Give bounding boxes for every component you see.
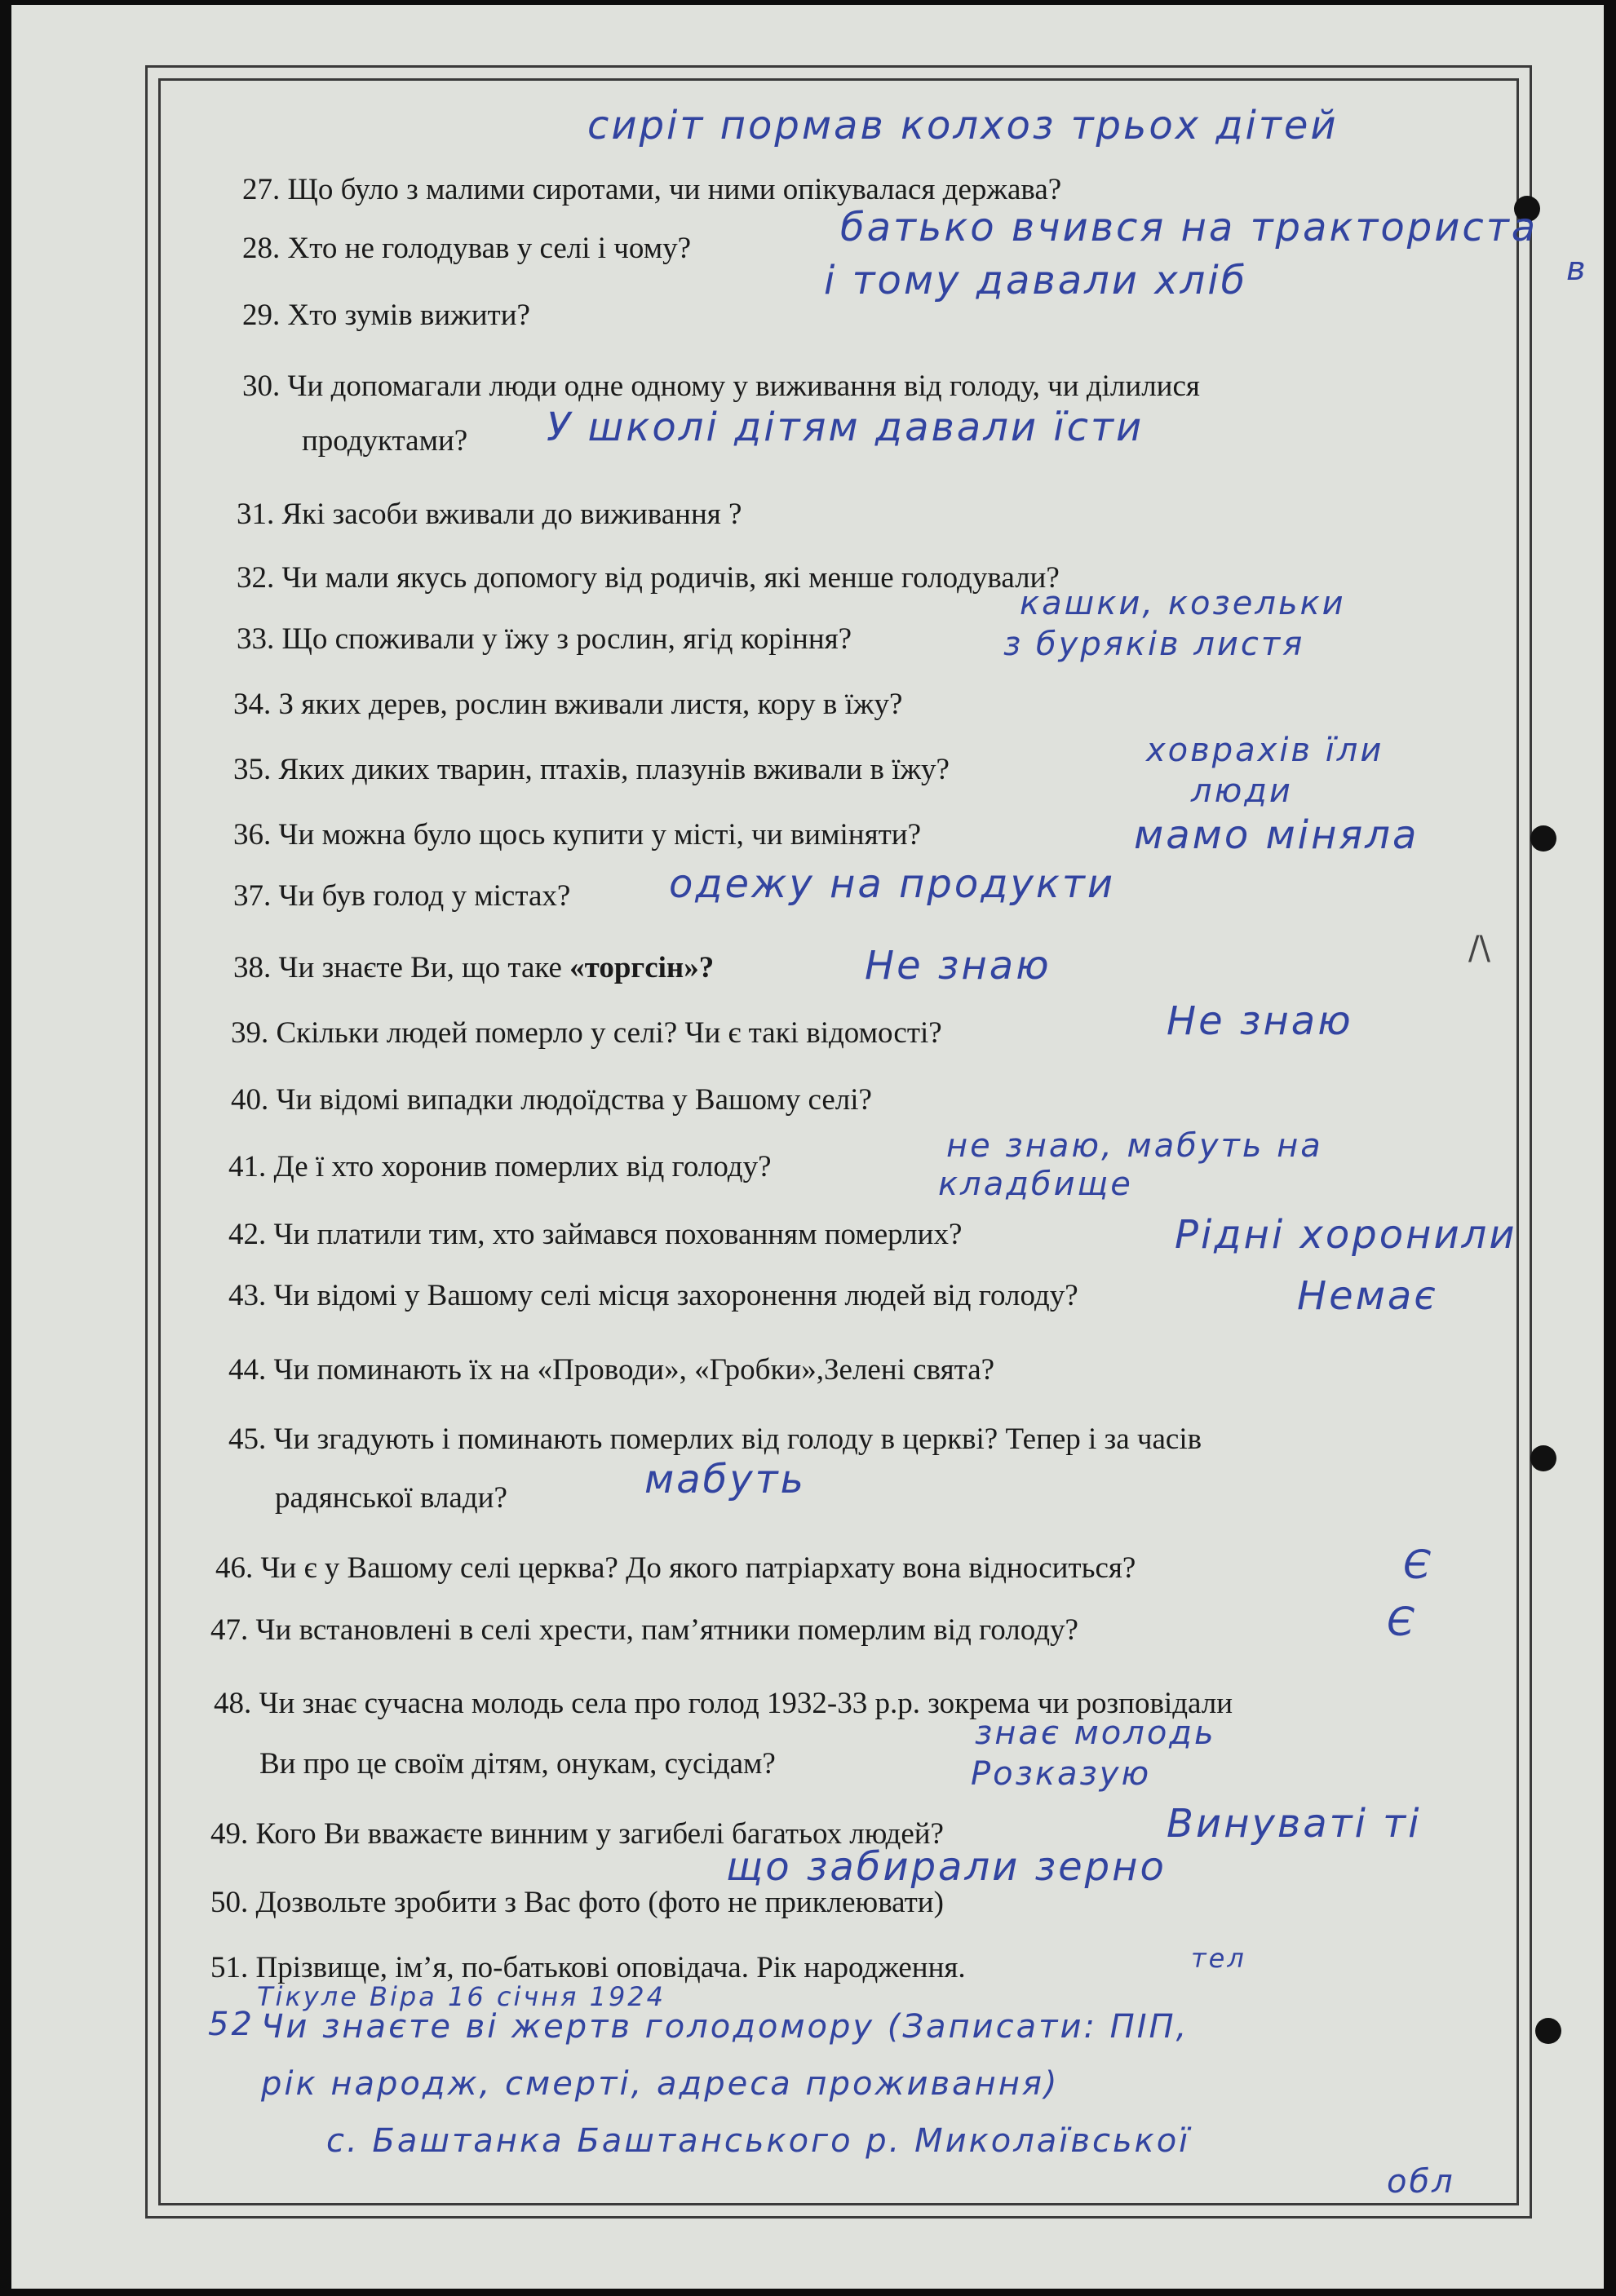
answer-33-line2: з буряків листя bbox=[1003, 626, 1305, 663]
answer-30: У школі дітям давали їсти bbox=[547, 405, 1144, 450]
answer-39: Не знаю bbox=[1167, 998, 1353, 1044]
question-41: 41. Де ї хто хоронив померлих від голоду? bbox=[228, 1150, 772, 1183]
question-33: 33. Що споживали у їжу з рослин, ягід коріння? bbox=[237, 622, 852, 656]
answer-35-line2: люди bbox=[1191, 772, 1293, 810]
answer-49-line1: Винуваті ті bbox=[1167, 1801, 1422, 1847]
question-32: 32. Чи мали якусь допомогу від родичів, які менше голодували? bbox=[237, 561, 1060, 595]
answer-47: Є bbox=[1387, 1599, 1417, 1645]
question-36: 36. Чи можна було щось купити у місті, чи виміняти? bbox=[233, 818, 922, 852]
question-48-line1: 48. Чи знає сучасна молодь села про голод 1932-33 р.р. зокрема чи розповідали bbox=[214, 1687, 1233, 1720]
answer-41-line1: не знаю, мабуть на bbox=[946, 1127, 1323, 1165]
answer-27: сирiт пормав колхоз трьох дiтей bbox=[587, 103, 1339, 148]
answer-37: одежу на продукти bbox=[669, 861, 1116, 907]
punch-hole bbox=[1530, 1445, 1556, 1471]
question-52-number: 52 bbox=[208, 2006, 255, 2043]
question-52-line3: с. Баштанка Баштанського р. Миколаївської bbox=[326, 2122, 1191, 2160]
question-46: 46. Чи є у Вашому селі церква? До якого патріархату вона відноситься? bbox=[215, 1551, 1136, 1585]
answer-48-line2: Розказую bbox=[971, 1755, 1152, 1793]
question-37: 37. Чи був голод у містах? bbox=[233, 879, 571, 913]
answer-42: Рідні хоронили bbox=[1175, 1212, 1517, 1258]
question-45-line2: радянської влади? bbox=[275, 1481, 507, 1515]
answer-49-line2: що забирали зерно bbox=[726, 1844, 1167, 1890]
margin-mark: /\ bbox=[1468, 930, 1490, 967]
question-45-line1: 45. Чи згадують і поминають померлих від голоду в церкві? Тепер і за часів bbox=[228, 1422, 1202, 1456]
answer-43: Немає bbox=[1297, 1273, 1438, 1319]
answer-28-margin: в bbox=[1566, 250, 1588, 288]
question-49: 49. Кого Ви вважаєте винним у загибелі багатьох людей? bbox=[210, 1817, 944, 1851]
question-48-line2: Ви про це своїм дітям, онукам, сусідам? bbox=[259, 1747, 776, 1781]
answer-35-line1: ховрахів їли bbox=[1146, 732, 1384, 769]
punch-hole bbox=[1530, 825, 1556, 852]
answer-45: мабуть bbox=[644, 1457, 806, 1502]
answer-48-line1: знає молодь bbox=[975, 1714, 1216, 1752]
answer-51-tel: тел bbox=[1191, 1943, 1246, 1974]
question-30-line1: 30. Чи допомагали люди одне одному у виживання від голоду, чи ділилися bbox=[242, 369, 1200, 403]
answer-36: мамо міняла bbox=[1134, 812, 1419, 858]
question-50: 50. Дозвольте зробити з Вас фото (фото не приклеювати) bbox=[210, 1886, 944, 1919]
question-38-torgsin: «торгсін»? bbox=[569, 951, 715, 984]
question-44: 44. Чи поминають їх на «Проводи», «Гробки»,Зелені свята? bbox=[228, 1353, 995, 1387]
answer-41-line2: кладбище bbox=[938, 1166, 1133, 1203]
question-38 bbox=[233, 953, 714, 983]
punch-hole bbox=[1535, 2018, 1561, 2044]
question-35: 35. Яких диких тварин, птахів, плазунів вживали в їжу? bbox=[233, 753, 950, 786]
answer-33-line1: кашки, козельки bbox=[1020, 585, 1346, 622]
question-47: 47. Чи встановлені в селі хрести, пам’ятники померлим від голоду? bbox=[210, 1613, 1078, 1647]
answer-51-name: Тікуле Віра 16 січня 1924 bbox=[257, 1981, 666, 2012]
question-52-line4: обл bbox=[1387, 2163, 1455, 2201]
question-34: 34. З яких дерев, рослин вживали листя, кору в їжу? bbox=[233, 688, 903, 721]
question-29: 29. Хто зумів вижити? bbox=[242, 299, 530, 332]
question-42: 42. Чи платили тим, хто займався похованням померлих? bbox=[228, 1218, 963, 1251]
answer-38: Не знаю bbox=[865, 943, 1052, 989]
question-30-line2: продуктами? bbox=[302, 424, 468, 458]
question-52-line1: Чи знаєте ві жертв голодомору (Записати: ПІП, bbox=[261, 2008, 1189, 2046]
question-43: 43. Чи відомі у Вашому селі місця захоронення людей від голоду? bbox=[228, 1279, 1078, 1312]
answer-28-line2: і тому давали хліб bbox=[824, 258, 1248, 303]
question-27: 27. Що було з малими сиротами, чи ними опікувалася держава? bbox=[242, 173, 1062, 206]
question-40: 40. Чи відомі випадки людоїдства у Вашому селі? bbox=[231, 1083, 872, 1117]
question-51: 51. Прізвище, ім’я, по-батькові оповідача. Рік народження. bbox=[210, 1951, 966, 1984]
question-39: 39. Скільки людей померло у селі? Чи є такі відомості? bbox=[231, 1016, 942, 1050]
question-31: 31. Які засоби вживали до виживання ? bbox=[237, 498, 742, 531]
question-28: 28. Хто не голодував у селі і чому? bbox=[242, 232, 692, 265]
question-52-line2: рік народж, смерті, адреса проживання) bbox=[261, 2065, 1060, 2103]
answer-28-line1: батько вчився на тракториста bbox=[840, 205, 1539, 250]
question-38-text: 38. Чи знаєте Ви, що таке bbox=[233, 951, 570, 984]
answer-46: Є bbox=[1403, 1542, 1433, 1588]
